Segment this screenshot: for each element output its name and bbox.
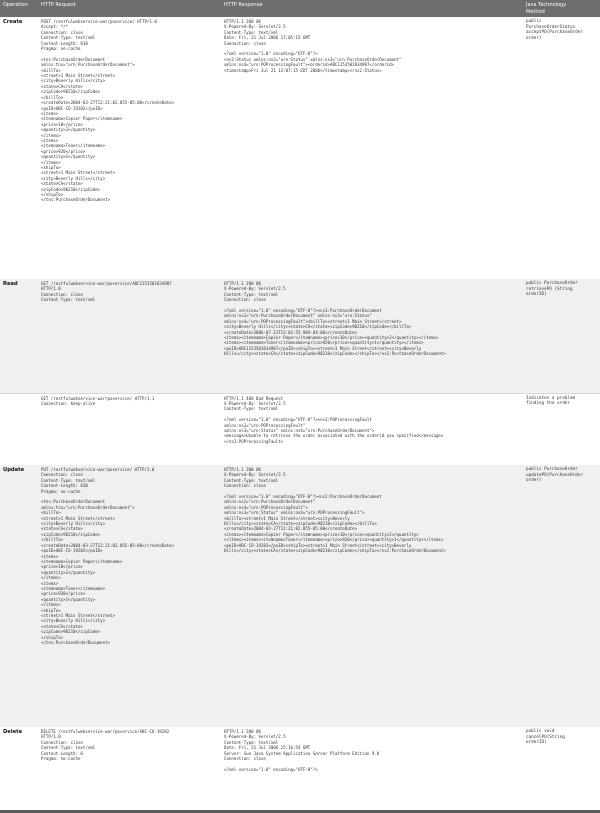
http-response-cell: HTTP/1.1 200 OK X-Powered-By: Servlet/2.5 Content-Type: text/xml Date: Fri, 21 Jul 2006 15:16:54 GMT Server: Sun Java System Application Server Platform Edition 9.0 Connection: close <?xml version="1.0" encoding="UTF-8"?>: [224, 729, 380, 772]
http-request-cell: DELETE /restfulwebservice-war/poservice/ABC-CO-19282 HTTP/1.0 Connection: close Content-Type: text/xml Content-Length: 0 Pragma: no-cache: [41, 729, 170, 762]
table-row-read-error: [0, 393, 600, 465]
http-response-cell: HTTP/1.1 200 OK X-Powered-By: Servlet/2.5 Content-Type: text/xml Date: Fri, 21 Jul 2006 17:05:15 GMT Connection: close <?xml version="1.0" encoding="UTF-8"?> <ns2:Status xmlns:ns2="urn:Status" xmlns:ns3="urn:PurchaseOrderDocument" xmlns:ns4="urn:POProcessingFault"><orderid>ABC1153501834987</orderid> <timestamp>Fri Jul 21 13:07:15 EDT 2006</timestamp></ns2:Status>: [224, 19, 402, 73]
java-method-cell: public PurchaseOrderStatus acceptPO(PurchaseOrder order): [526, 19, 583, 41]
header-http-request: HTTP Request: [38, 0, 221, 17]
operation-cell: Create: [3, 19, 23, 25]
http-request-cell: GET /restfulwebservice-war/poservice/ HTTP/1.1 Connection: keep-alive: [38, 393, 221, 465]
http-response-cell: HTTP/1.1 400 Bad Request X-Powered-By: Servlet/2.5 Content-Type: text/xml <?xml version="1.0" encoding="UTF-8"?><ns3:POProcessingFault xmlns:ns2="urn:POProcessingFault" xmlns:ns3="urn:Status" xmlns:ns4="urn:PurchaseOrderDocument"> <message>Unable to retrieve the order associated with the orderid you specified</message> </ns3:POProcessingFault>: [221, 393, 523, 465]
operation-cell: Read: [0, 279, 38, 393]
table-row-update: [0, 465, 600, 727]
http-request-cell: PUT /restfulwebservice-war/poservice/ HTTP/1.0 Connection: close Content-Type: text/xml Content-Length: 810 Pragma: no-cache <tns:PurchaseOrderDocument xmlns:tns="urn:PurchaseOrderDocument"> <billTo> <street>1 Main Street</street> <city>Beverly Hills</city> <state>CA</state> <zipCode>90210</zipCode> </billTo> <createDate>2004-03-27T12:21:02.055-05:00</createDate> <poID>ABC-CO-19282</poID> <items> <itemname>Copier Paper</itemname> <price>10</price> <quantity>2</quantity> </items> <items> <itemname>Toner</itemname> <price>920</price> <quantity>1</quantity> </items> <shipTo> <street>1 Main Street</street> <city>Beverly Hills</city> <state>CA</state> <zipCode>90210</zipCode> </shipTo> </tns:PurchaseOrderDocument>: [38, 465, 221, 727]
java-method-cell: public PurchaseOrder updatePO(PurchaseOrder order): [523, 465, 600, 727]
java-method-cell: Indicates a problem finding the order: [523, 393, 600, 465]
header-http-response: HTTP Response: [221, 0, 523, 17]
table-row-delete: [0, 727, 600, 789]
operation-cell: [0, 393, 38, 465]
operation-cell: Delete: [3, 729, 23, 735]
header-row: [0, 0, 600, 17]
table-row-read: [0, 279, 600, 393]
operation-cell: Update: [0, 465, 38, 727]
header-operation: Operation: [0, 0, 38, 17]
http-response-cell: HTTP/1.1 200 OK X-Powered-By: Servlet/2.5 Content-Type: text/xml Connection: close <?xml version="1.0" encoding="UTF-8"?><ns3:PurchaseOrderDocument xmlns:ns2="urn:PurchaseOrderDocument" xmlns:ns3="urn:Status" xmlns:ns4="urn:POProcessingFault"><billTo><street>1 Main Street</street> <city>Beverly Hills</city><state>CA</state><zipCode>90210</zipCode></billTo> <createDate>2006-07-21T13:02:55.904-04:00</createDate> <items><itemname>Copier Paper</itemname><price>10</price><quantity>2</quantity></items> <items><itemname>Toner</itemname><price>920</price><quantity>1</quantity></items> <poID>ABC1153501834987</poID><shipTo><street>1 Main Street</street><city>Beverly Hills</city><state>CA</state><zipCode>90210</zipCode></shipTo></ns3:PurchaseOrderDocument>: [221, 279, 523, 393]
http-request-cell: GET /restfulwebservice-war/poservice/ABC1153501834987 HTTP/1.0 Connection: close Content-Type: text/xml: [38, 279, 221, 393]
table-row-create: [0, 17, 600, 279]
header-java-method: Java Technology Method: [523, 0, 600, 17]
http-response-cell: HTTP/1.1 200 OK X-Powered-By: Servlet/2.5 Content-Type: text/xml Connection: close <?xml version="1.0" encoding="UTF-8"?><ns2:PurchaseOrderDocument xmlns:ns2="urn:PurchaseOrderDocument" xmlns:ns4="urn:POProcessingFault"> xmlns:ns3="urn:Status" xmlns:ns4="urn:POProcessingFault"> <billTo><street>1 Main Street</street><city>Beverly Hills</city><state>CA</state><zipCode>90210</zipCode></billTo> <createDate>2004-03-27T12:21:02.055-05:00</createDate> <items><itemname>Copier Paper</itemname><price>10</price><quantity>2</quantity> </items><items><itemname>Toner</itemname><price>920</price><quantity>1</quantity></items> <poID>ABC-CO-19282</poID><shipTo><street>1 Main Street</street><city>Beverly Hills</city><state>CA</state><zipCode>90210</zipCode></shipTo></ns2:PurchaseOrderDocument>: [221, 465, 523, 727]
http-request-cell: POST /restfulwebservice-war/poservice/ HTTP/1.0 Accept: */* Connection: close Content-Type: text/xml Content-Length: 810 Pragma: no-cache <tns:PurchaseOrderDocument xmlns:tns="urn:PurchaseOrderDocument"> <billTo> <street>1 Main Street</street> <city>Beverly Hills</city> <state>CA</state> <zipCode>90210</zipCode> </billTo> <createDate>2004-03-27T12:21:02.055-05:00</createDate> <poID>ABC-CO-19282</poID> <items> <itemname>Copier Paper</itemname> <price>10</price> <quantity>2</quantity> </items> <items> <itemname>Toner</itemname> <price>920</price> <quantity>1</quantity> </items> <shipTo> <street>1 Main Street</street> <city>Beverly Hills</city> <state>CA</state> <zipCode>90210</zipCode> </shipTo> </tns:PurchaseOrderDocument>: [41, 19, 175, 203]
java-method-cell: public void cancelPO(String orderID): [526, 729, 565, 746]
java-method-cell: public PurchaseOrder retrievePO (String orderID): [523, 279, 600, 393]
